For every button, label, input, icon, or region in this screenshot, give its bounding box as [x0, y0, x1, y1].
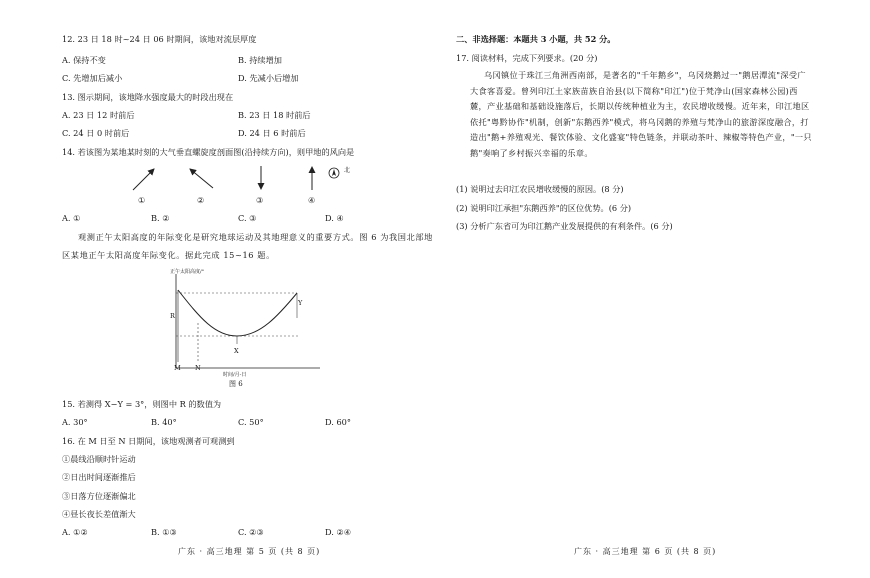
compass-north-icon — [329, 168, 339, 178]
q15-option-d: D. 60° — [325, 417, 351, 427]
arrow-label-4: ④ — [308, 195, 316, 205]
q15-option-b: B. 40° — [151, 417, 177, 427]
q16-statement-4: ④昼长夜长差值渐大 — [62, 509, 136, 519]
q16-option-c: C. ②③ — [238, 527, 264, 537]
question-15-stem: 15. 若测得 X−Y = 3°，则图中 R 的数值为 — [62, 399, 222, 409]
figure-y-label: Y — [298, 299, 303, 307]
arrow-label-1: ① — [138, 195, 146, 205]
figure-caption: 图 6 — [229, 380, 243, 388]
wind-direction-arrows — [120, 160, 360, 210]
solar-altitude-curve — [178, 290, 297, 336]
q16-statement-3: ③日落方位逐渐偏北 — [62, 491, 136, 501]
arrow-1-icon — [133, 169, 154, 190]
figure-6-solar-altitude-chart — [160, 268, 340, 378]
q13-option-a: A. 23 日 12 时前后 — [62, 110, 135, 120]
arrow-label-3: ③ — [256, 195, 264, 205]
intro-line-2: 区某地正午太阳高度年际变化。据此完成 15~16 题。 — [62, 250, 275, 260]
q17-subquestion-3: (3) 分析广东省可为印江鹅产业发展提供的有利条件。(6 分) — [456, 221, 673, 231]
q13-option-c: C. 24 日 0 时前后 — [62, 128, 130, 138]
q12-option-d: D. 先减小后增加 — [238, 73, 299, 83]
question-13-stem: 13. 图示期间，该地降水强度最大的时段出现在 — [62, 92, 234, 102]
q15-option-c: C. 50° — [238, 417, 264, 427]
compass-north-label: 北 — [344, 167, 351, 174]
question-16-stem: 16. 在 M 日至 N 日期间，该地观测者可观测到 — [62, 436, 235, 446]
q16-option-d: D. ②④ — [325, 527, 352, 537]
question-17-stem: 17. 阅读材料，完成下列要求。(20 分) — [456, 53, 598, 63]
figure-x-label: X — [234, 347, 239, 355]
question-17-material: 乌冈镇位于珠江三角洲西南部，是著名的"千年鹅乡"，乌冈烧鹅过一"鹅居潭流"深受广大食客喜爱。曾列印江土家族苗族自治县(以下简称"印江")位于梵净山(国家森林公园)西麓，产业基础和基础设施落后，长期以传统种植业为主，农民增收缓慢。近年来，印江地区依托"粤黔协作"机制，创新"东鹅西养"模式，将乌冈鹅的养殖与梵净山的旅游深度融合，打造出"鹅+养殖观光、餐饮体验、文化盛宴"特色链条，并联动茶叶、辣椒等特色产业，"一只鹅"奏响了乡村振兴幸福的乐章。 — [470, 70, 812, 158]
left-page-footer: 广东 · 高三地理 第 5 页 (共 8 页) — [178, 547, 321, 556]
q12-option-b: B. 持续增加 — [238, 55, 282, 65]
q13-option-b: B. 23 日 18 时前后 — [238, 110, 311, 120]
figure-m-label: M — [174, 364, 181, 372]
q13-option-d: D. 24 日 6 时前后 — [238, 128, 306, 138]
q14-option-a: A. ① — [62, 213, 81, 223]
question-14-stem: 14. 若该图为某地某时刻的大气垂直螺旋度剖面图(沿持续方向)，则甲地的风向是 — [62, 147, 355, 157]
q12-option-a: A. 保持不变 — [62, 55, 106, 65]
q16-option-b: B. ①③ — [151, 527, 177, 537]
figure-ylabel: 正午太阳高度/° — [170, 269, 205, 275]
q17-subquestion-2: (2) 说明印江承担"东鹅西养"的区位优势。(6 分) — [456, 203, 632, 213]
q14-option-c: C. ③ — [238, 213, 257, 223]
q12-option-c: C. 先增加后减小 — [62, 73, 123, 83]
q15-option-a: A. 30° — [62, 417, 88, 427]
q16-option-a: A. ①② — [62, 527, 88, 537]
intro-line-1: 观测正午太阳高度的年际变化是研究地球运动及其地理意义的重要方式。图 6 为我国北部地 — [78, 232, 433, 242]
question-12-stem: 12. 23 日 18 时~24 日 06 时期间，该地对流层厚度 — [62, 34, 257, 44]
q16-statement-2: ②日出时间逐渐推后 — [62, 472, 136, 482]
q14-option-b: B. ② — [151, 213, 170, 223]
section-heading: 二、非选择题：本题共 3 小题，共 52 分。 — [456, 34, 616, 44]
arrow-2-icon — [190, 169, 213, 188]
figure-n-label: N — [195, 364, 201, 372]
q17-subquestion-1: (1) 说明过去印江农民增收缓慢的原因。(8 分) — [456, 184, 624, 194]
right-page-footer: 广东 · 高三地理 第 6 页 (共 8 页) — [574, 547, 717, 556]
figure-xlabel: 时间/月-日 — [223, 372, 247, 378]
figure-r-label: R — [170, 312, 175, 320]
q16-statement-1: ①晨线沿顺时针运动 — [62, 454, 136, 464]
q14-option-d: D. ④ — [325, 213, 344, 223]
arrow-label-2: ② — [197, 195, 205, 205]
